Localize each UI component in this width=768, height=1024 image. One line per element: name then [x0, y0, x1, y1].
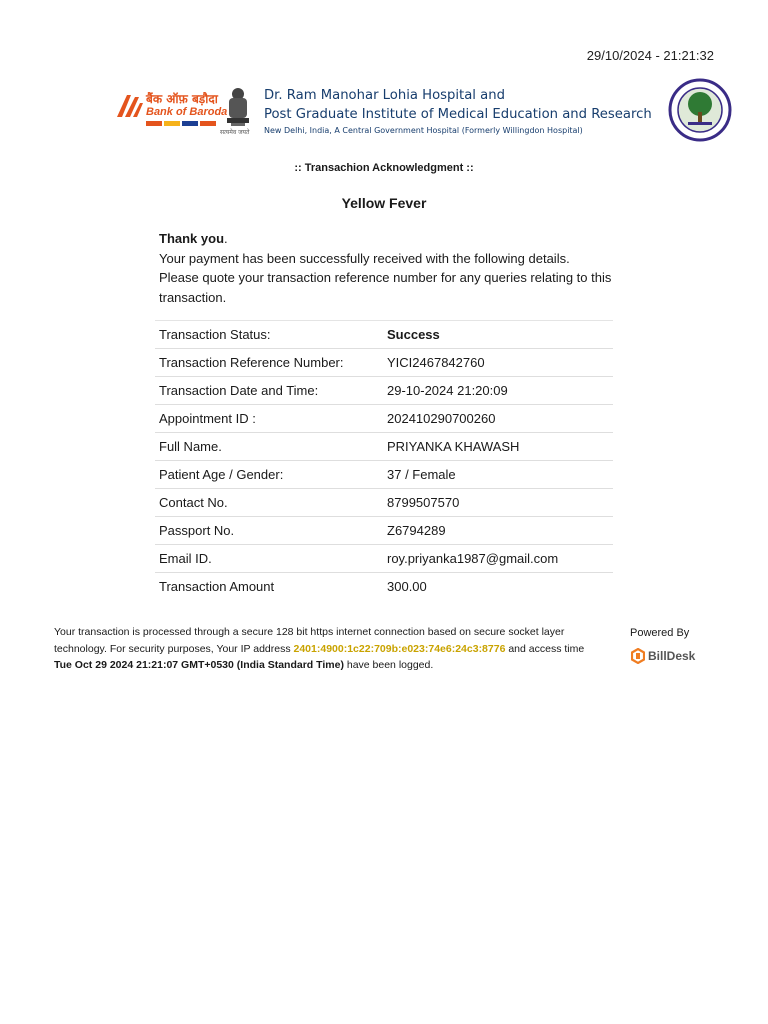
detail-row-status [155, 321, 613, 349]
detail-row-amount [155, 573, 613, 601]
billdesk-icon [631, 648, 645, 664]
detail-label: Passport No. [155, 517, 387, 545]
hospital-name-line2: Post Graduate Institute of Medical Education and Research [264, 107, 652, 122]
hospital-seal-icon [668, 78, 732, 142]
detail-label: Full Name. [155, 433, 387, 461]
detail-label: Transaction Amount [155, 573, 387, 601]
detail-row-reference [155, 349, 613, 377]
thank-you-text: Thank you [159, 231, 225, 246]
detail-value: 202410290700260 [387, 405, 613, 433]
security-note [54, 624, 604, 674]
detail-value: Z6794289 [387, 517, 613, 545]
detail-row-appointment [155, 405, 613, 433]
emblem-motto: सत्यमेव जयते [220, 129, 250, 136]
message-line-2: Please quote your transaction reference number for any queries relating to this transaction. [159, 270, 612, 305]
billdesk-logo [631, 648, 695, 664]
detail-label: Email ID. [155, 545, 387, 573]
service-name: Yellow Fever [341, 195, 427, 211]
access-time: Tue Oct 29 2024 21:21:07 GMT+0530 (India Standard Time) [54, 659, 344, 671]
security-note-text: and access time [505, 642, 585, 655]
ip-address: 2401:4900:1c22:709b:e023:74e6:24c3:8776 [293, 642, 506, 655]
bank-of-baroda-logo [114, 90, 228, 130]
thank-you-punct: . [224, 231, 228, 246]
message-line-1: Your payment has been successfully received with the following details. [159, 250, 570, 266]
detail-row-email [155, 545, 613, 573]
print-timestamp: 29/10/2024 - 21:21:32 [586, 48, 714, 63]
security-note-text: have been logged. [343, 659, 434, 671]
detail-value: PRIYANKA KHAWASH [387, 433, 613, 461]
detail-label: Transaction Reference Number: [155, 349, 387, 377]
detail-value: 8799507570 [387, 489, 613, 517]
page-header [114, 78, 734, 144]
detail-value: roy.priyanka1987@gmail.com [387, 545, 613, 573]
detail-value: 300.00 [387, 573, 613, 601]
bank-name-hindi: बैंक ऑफ़ बड़ौदा [146, 92, 218, 106]
confirmation-message [159, 229, 619, 307]
powered-by-label: Powered By [630, 627, 690, 639]
detail-value: Success [387, 321, 613, 349]
bob-sun-icon [114, 92, 144, 122]
transaction-details-table [155, 320, 613, 600]
detail-label: Transaction Status: [155, 321, 387, 349]
bank-color-bars [146, 121, 216, 126]
security-note-text: Your transaction is processed through a secure 128 bit https internet connection based on secure socket layer technology. For security purposes, Your IP address [54, 626, 565, 655]
detail-row-age-gender [155, 461, 613, 489]
detail-value: YICI2467842760 [387, 349, 613, 377]
hospital-address: New Delhi, India, A Central Government Hospital (Formerly Willingdon Hospital) [264, 126, 583, 135]
detail-value: 37 / Female [387, 461, 613, 489]
detail-label: Contact No. [155, 489, 387, 517]
acknowledgment-title: :: Transachion Acknowledgment :: [294, 162, 474, 174]
hospital-name [264, 86, 684, 137]
detail-row-datetime [155, 377, 613, 405]
detail-row-contact [155, 489, 613, 517]
detail-value: 29-10-2024 21:20:09 [387, 377, 613, 405]
detail-row-passport [155, 517, 613, 545]
detail-label: Patient Age / Gender: [155, 461, 387, 489]
billdesk-name: BillDesk [648, 649, 696, 663]
detail-row-name [155, 433, 613, 461]
detail-label: Transaction Date and Time: [155, 377, 387, 405]
detail-label: Appointment ID : [155, 405, 387, 433]
bank-name: Bank of Baroda [146, 106, 228, 118]
hospital-name-line1: Dr. Ram Manohar Lohia Hospital and [264, 88, 505, 103]
